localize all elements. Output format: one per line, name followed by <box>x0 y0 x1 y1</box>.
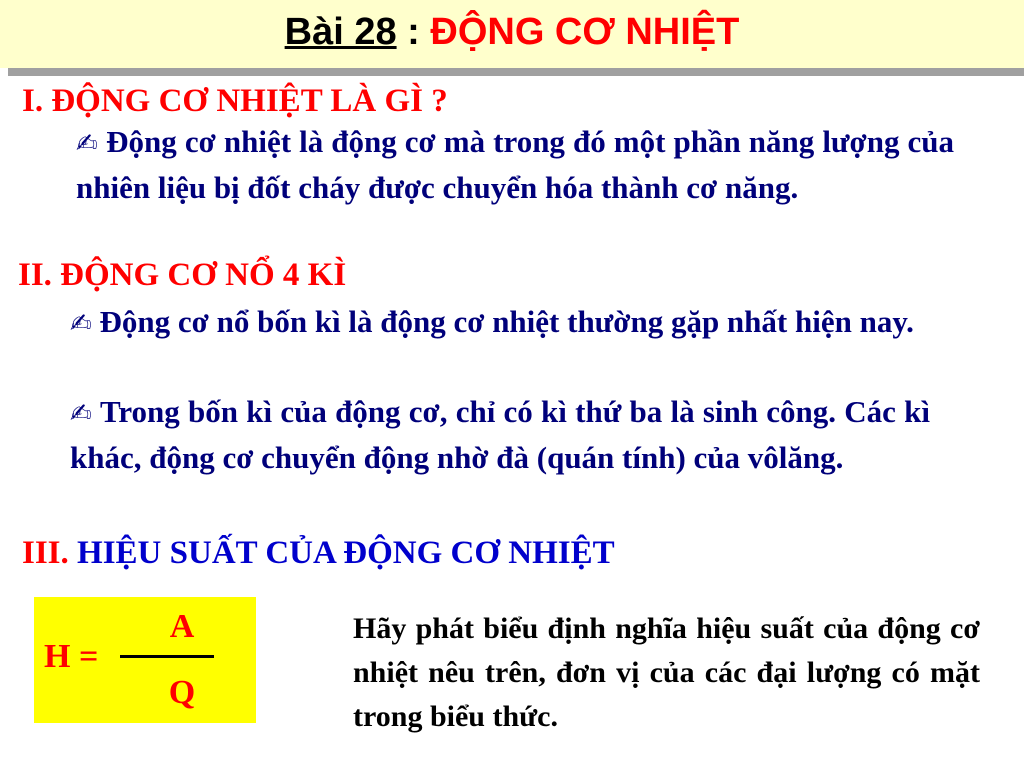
question-text: Hãy phát biểu định nghĩa hiệu suất của động cơ nhiệt nêu trên, đơn vị của các đại lượng có mặt trong biểu thức. <box>353 612 980 733</box>
section-2-text-1: Động cơ nổ bốn kì là động cơ nhiệt thường gặp nhất hiện nay. <box>99 304 914 339</box>
writing-hand-icon: ✍ <box>70 309 92 339</box>
formula-lhs: H = <box>44 638 99 675</box>
formula-denominator: Q <box>168 674 196 711</box>
lesson-topic: ĐỘNG CƠ NHIỆT <box>430 11 740 53</box>
slide-title <box>0 6 1024 58</box>
section-1-paragraph <box>76 120 954 210</box>
formula-numerator: A <box>169 608 195 645</box>
section-2-text-2: Trong bốn kì của động cơ, chỉ có kì thứ ba là sinh công. Các kì khác, động cơ chuyển động nhờ đà (quán tính) của vôlăng. <box>70 394 930 475</box>
section-2-paragraph-1 <box>70 300 930 346</box>
section-3-number: III. <box>22 535 69 571</box>
section-3-title: HIỆU SUẤT CỦA ĐỘNG CƠ NHIỆT <box>77 535 615 571</box>
efficiency-formula <box>34 597 256 723</box>
section-1-heading: I. ĐỘNG CƠ NHIỆT LÀ GÌ ? <box>22 83 448 119</box>
writing-hand-icon: ✍ <box>76 129 99 159</box>
title-separator: : <box>396 11 431 53</box>
section-2-heading: II. ĐỘNG CƠ NỔ 4 KÌ <box>18 257 347 293</box>
section-3-heading <box>22 534 615 572</box>
lesson-number: Bài 28 <box>284 11 397 53</box>
writing-hand-icon: ✍ <box>70 399 93 429</box>
title-divider <box>8 68 1024 76</box>
section-2-paragraph-2 <box>70 390 930 480</box>
fraction-bar <box>120 655 214 658</box>
section-1-text: Động cơ nhiệt là động cơ mà trong đó một phần năng lượng của nhiên liệu bị đốt cháy được chuyển hóa thành cơ năng. <box>76 124 955 205</box>
